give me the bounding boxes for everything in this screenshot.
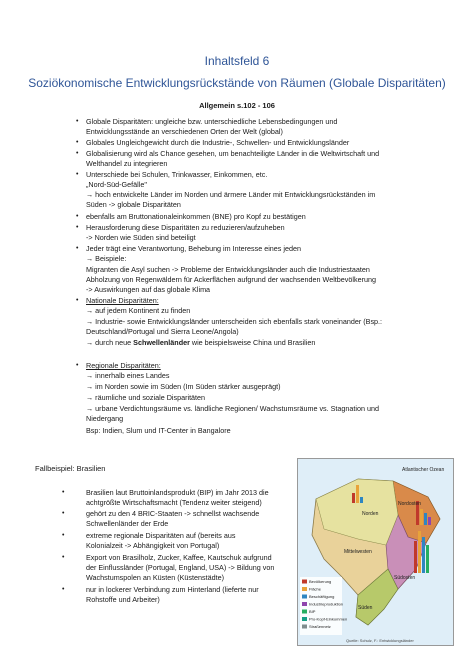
- list-item-cont: [86, 306, 190, 315]
- list-item: Unterschiede bei Schulen, Trinkwasser, Einkommen, etc.: [86, 170, 268, 179]
- legend-swatch: [302, 587, 307, 591]
- list-item-cont: Wachstumspolen an Küsten (Küstenstädte): [86, 573, 224, 582]
- legend-label: Beschäftigung: [309, 594, 335, 599]
- bar: [360, 497, 363, 503]
- arrow-icon: →: [86, 317, 94, 326]
- list-item-heading: Nationale Disparitäten:: [86, 296, 159, 305]
- bullet-glyph: •: [76, 213, 79, 220]
- list-item-heading: Regionale Disparitäten:: [86, 361, 161, 370]
- bullet-glyph: •: [76, 362, 79, 369]
- arrow-icon: →: [86, 404, 94, 413]
- bar: [352, 493, 355, 503]
- map-legend: [300, 577, 347, 635]
- list-item-cont: Kolonialzeit -> Abhängigkeit von Portugal): [86, 541, 220, 550]
- list-item-cont: -> Auswirkungen auf das globale Klima: [86, 285, 211, 294]
- list-item-cont: Bsp: Indien, Slum und IT-Center in Bangalore: [86, 426, 231, 435]
- list-item-cont: Entwicklungsstände an verschiedenen Orten der Welt (global): [86, 127, 283, 136]
- list-item-cont: Schwellenländer der Erde: [86, 519, 169, 528]
- list-item-cont: Niedergang: [86, 414, 124, 423]
- arrow-icon: →: [86, 254, 94, 263]
- list-item-cont: [86, 317, 382, 326]
- list-item: Globalisierung wird als Chance gesehen, um benachteiligte Länder in die Weltwirtschaft und: [86, 149, 380, 158]
- legend-label: Fläche: [309, 586, 322, 592]
- list-item: Globale Disparitäten: ungleiche bzw. unterschiedliche Lebensbedingungen und: [86, 117, 338, 126]
- list-item-cont: [86, 254, 126, 263]
- ocean-label: Atlantischer Ozean: [402, 467, 445, 473]
- list-item-cont: Abholzung von Regenwäldern für Ackerflächen aufgrund der wachsenden Weltbevölkerung: [86, 275, 376, 284]
- list-item: extreme regionale Disparitäten auf (bereits aus: [86, 531, 236, 540]
- list-item-text: innerhalb eines Landes: [93, 371, 170, 380]
- list-item: Globales Ungleichgewicht durch die Industrie-, Schwellen- und Entwicklungsländer: [86, 138, 350, 147]
- bullet-glyph: •: [62, 532, 65, 539]
- bullet-glyph: •: [76, 171, 79, 178]
- region-label-nordosten: Nordosten: [398, 501, 422, 507]
- list-item: gehört zu den 4 BRIC-Staaten -> schnellst wachsende: [86, 509, 260, 518]
- list-item-cont: Welthandel zu integrieren: [86, 159, 168, 168]
- list-item-cont: achtgrößte Wirtschaftsmacht (Tendenz weiter steigend): [86, 498, 262, 507]
- list-item-cont: [86, 338, 315, 347]
- bar: [414, 541, 417, 573]
- legend-swatch: [302, 610, 307, 614]
- list-item: Export von Brasilholz, Zucker, Kaffee, Kautschuk aufgrund: [86, 553, 272, 562]
- bar: [422, 537, 425, 573]
- bullet-glyph: •: [62, 489, 65, 496]
- arrow-icon: →: [86, 190, 94, 199]
- list-item-cont: „Nord-Süd-Gefälle": [86, 180, 147, 189]
- list-item: Herausforderung diese Disparitäten zu reduzieren/aufzuheben: [86, 223, 285, 232]
- list-item: Jeder trägt eine Verantwortung, Behebung im Interesse eines jeden: [86, 244, 301, 253]
- region-label-suedosten: Südosten: [394, 575, 416, 581]
- list-item: ebenfalls am Bruttonationaleinkommen (BNE) pro Kopf zu bestätigen: [86, 212, 306, 221]
- bar: [418, 531, 421, 573]
- list-item-text: urbane Verdichtungsräume vs. ländliche Regionen/ Wachstumsräume vs. Stagnation und: [93, 404, 379, 413]
- page-subtitle: Soziökonomische Entwicklungsrückstände von Räumen (Globale Disparitäten): [28, 76, 446, 90]
- fallbeispiel-heading: Fallbeispiel: Brasilien: [35, 464, 106, 473]
- legend-label: Straßennetz: [309, 624, 331, 629]
- bullet-glyph: •: [62, 510, 65, 517]
- bullet-glyph: •: [62, 586, 65, 593]
- bullet-glyph: •: [62, 554, 65, 561]
- list-item-cont: Süden -> globale Disparitäten: [86, 200, 181, 209]
- legend-label: Bevölkerung: [309, 579, 332, 584]
- legend-label: Industrieproduktion: [309, 601, 344, 607]
- bar: [420, 509, 423, 525]
- section-label: Allgemein s.102 - 106: [199, 101, 275, 110]
- list-item-text: im Norden sowie im Süden (Im Süden stärker ausgeprägt): [93, 382, 281, 391]
- bullet-glyph: •: [76, 139, 79, 146]
- page-title: Inhaltsfeld 6: [204, 54, 270, 68]
- legend-swatch: [302, 580, 307, 584]
- arrow-icon: →: [86, 306, 94, 315]
- bullet-glyph: •: [76, 150, 79, 157]
- list-item-text: wie beispielsweise China und Brasilien: [189, 338, 316, 347]
- bar: [356, 485, 359, 503]
- legend-swatch: [302, 617, 307, 621]
- brazil-map-svg: [298, 459, 453, 645]
- list-item-text: Beispiele:: [93, 254, 127, 263]
- list-item-cont: [86, 371, 170, 380]
- list-item-cont: der Einflussländer (Portugal, England, USA) -> Bildung von: [86, 563, 275, 572]
- list-item-cont: [86, 393, 205, 402]
- legend-label: BIP: [309, 609, 316, 614]
- list-item-cont: -> Norden wie Süden sind beteiligt: [86, 233, 196, 242]
- list-item-text: durch neue: [93, 338, 134, 347]
- bullet-glyph: •: [76, 297, 79, 304]
- arrow-icon: →: [86, 382, 94, 391]
- list-item-text: auf jedem Kontinent zu finden: [93, 306, 191, 315]
- list-item-cont: [86, 190, 375, 199]
- brazil-map-figure: [297, 458, 454, 646]
- list-item-cont: Rohstoffe und Arbeiter): [86, 595, 160, 604]
- bar: [424, 513, 427, 525]
- bullet-glyph: •: [76, 245, 79, 252]
- bar: [428, 517, 431, 525]
- map-source: Quelle: Schulz, F.: Entwicklungsländer: [346, 638, 414, 643]
- arrow-icon: →: [86, 371, 94, 380]
- list-item-cont: Migranten die Asyl suchen -> Probleme der Entwicklungsländer auch die Industriestaaten: [86, 265, 370, 274]
- arrow-icon: →: [86, 338, 94, 347]
- list-item-text: räumliche und soziale Disparitäten: [93, 393, 206, 402]
- legend-swatch: [302, 625, 307, 629]
- region-label-norden: Norden: [362, 511, 379, 517]
- list-item-text: Industrie- sowie Entwicklungsländer unterscheiden sich ebenfalls stark voneinander (Bsp.:: [93, 317, 383, 326]
- list-item-cont: [86, 382, 281, 391]
- legend-swatch: [302, 602, 307, 606]
- bullet-glyph: •: [76, 118, 79, 125]
- list-item: nur in lockerer Verbindung zum Hinterland (lieferte nur: [86, 585, 259, 594]
- region-label-mittelwesten: Mittelwesten: [344, 549, 372, 555]
- list-item-cont: [86, 404, 379, 413]
- region-label-sueden: Süden: [358, 605, 373, 611]
- arrow-icon: →: [86, 393, 94, 402]
- list-item-bold: Schwellenländer: [133, 338, 190, 347]
- bullet-glyph: •: [76, 224, 79, 231]
- bar: [426, 545, 429, 573]
- list-item-cont: Deutschland/Portugal und Sierra Leone/Angola): [86, 327, 239, 336]
- legend-label: Pro-Kopf-Einkommen: [309, 616, 348, 622]
- list-item: Brasilien laut Bruttoinlandsprodukt (BIP) im Jahr 2013 die: [86, 488, 269, 497]
- list-item-text: hoch entwickelte Länder im Norden und ärmere Länder mit Entwicklungsrückständen im: [93, 190, 376, 199]
- legend-swatch: [302, 595, 307, 599]
